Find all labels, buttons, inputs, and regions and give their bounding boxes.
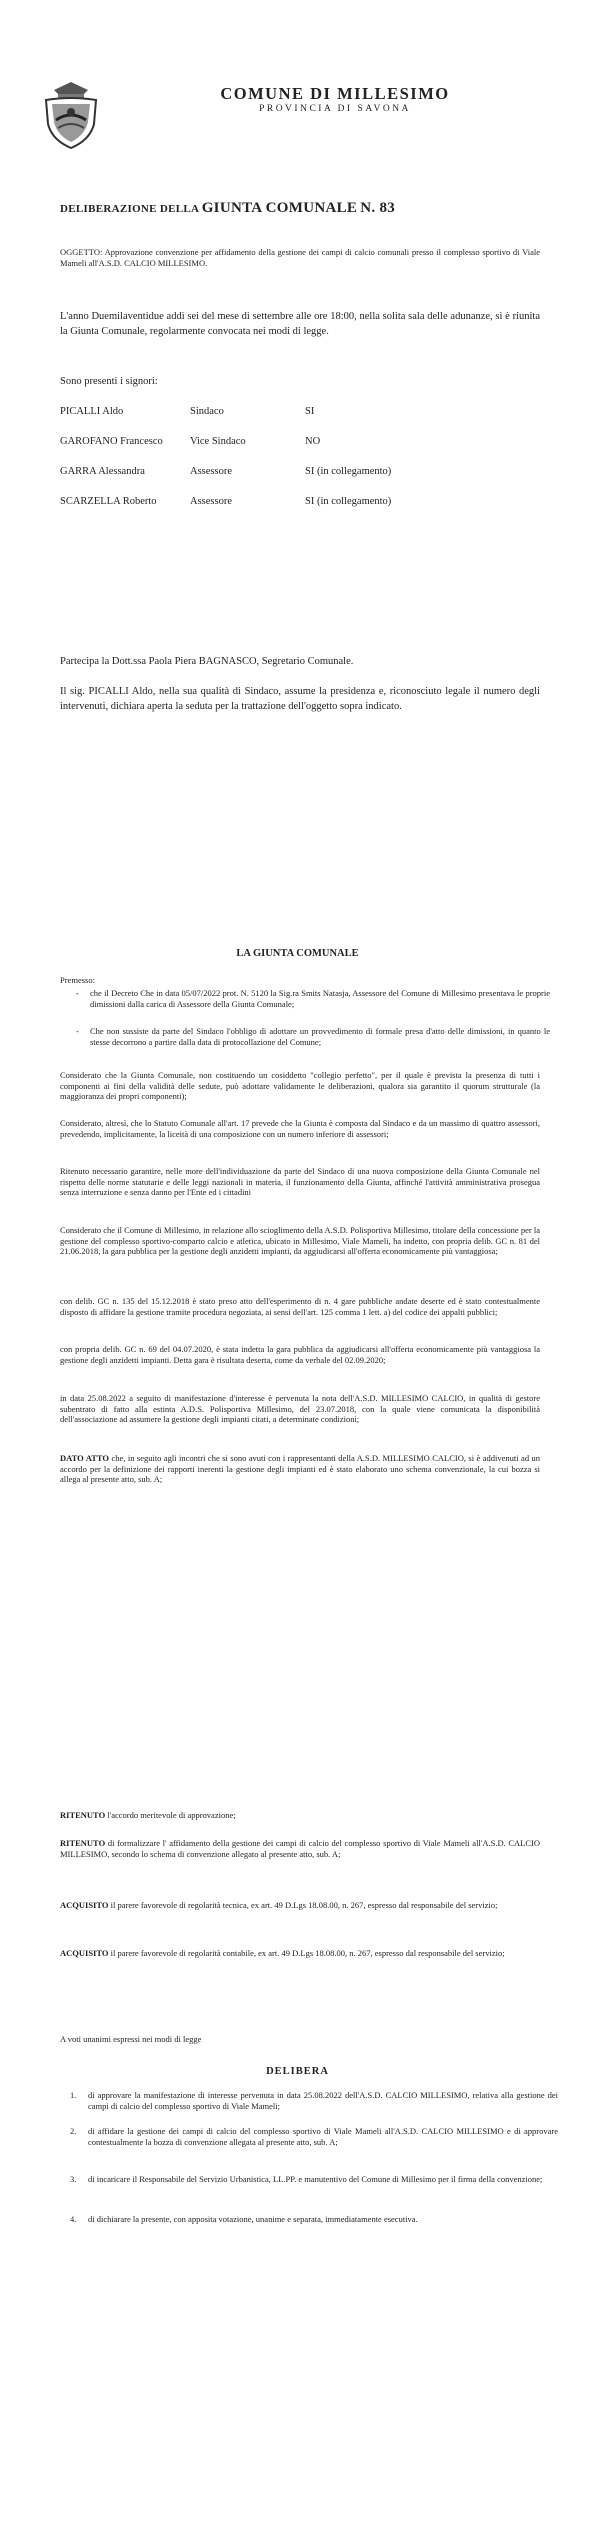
presente-stato: SI (in collegamento) bbox=[305, 466, 392, 477]
ritenuto-text: l'accordo meritevole di approvazione; bbox=[105, 1810, 236, 1820]
oggetto-paragraph: OGGETTO: Approvazione convenzione per affidamento della gestione dei campi di calcio comunali presso il complesso sportivo di Viale Mameli all'A.S.D. CALCIO MILLESIMO. bbox=[60, 247, 540, 268]
ritenuto-lead: RITENUTO bbox=[60, 1810, 106, 1820]
giunta-title: LA GIUNTA COMUNALE bbox=[236, 948, 359, 959]
presente-nome: GARRA Alessandra bbox=[60, 466, 145, 477]
delibera-point bbox=[70, 2174, 558, 2185]
segretario-paragraph: Partecipa la Dott.ssa Paola Piera BAGNASCO, Segretario Comunale. bbox=[60, 656, 354, 667]
delib-69-paragraph: con propria delib. GC n. 69 del 04.07.2020, è stata indetta la gara pubblica da aggiudicarsi all'offerta economicamente più vantaggiosa la gestione degli anzidetti impianti. Detta gara è risultata deserta, come da verbale del 02.09.2020; bbox=[60, 1344, 540, 1365]
ritenuto2-text: di formalizzare l' affidamento della gestione dei campi di calcio del complesso sportivo di Viale Mameli all'A.S.D. CALCIO MILLESIMO, secondo lo schema di convenzione allegato al presente atto, sub. A; bbox=[60, 1838, 540, 1859]
premesso-label: Premesso: bbox=[60, 975, 95, 985]
ritenuto-paragraph bbox=[60, 1810, 540, 1821]
premesso-item: - Che non sussiste da parte del Sindaco l'obbligo di adottare un provvedimento di formale presa d'atto delle dimissioni, in quanto le stesse decorrono a partire dalla data di protocollazione del Comune; bbox=[76, 1026, 550, 1047]
dato-atto-lead: DATO ATTO bbox=[60, 1453, 110, 1463]
presente-row bbox=[60, 496, 540, 510]
presente-carica: Vice Sindaco bbox=[190, 436, 246, 447]
delibera-point-number: 3. bbox=[70, 2174, 77, 2184]
ritenuto2-lead: RITENUTO bbox=[60, 1838, 106, 1848]
manifestazione-paragraph: in data 25.08.2022 a seguito di manifestazione d'interesse è pervenuta la nota dell'A.S.D. MILLESIMO CALCIO, in qualità di gestore subentrato di fatto alla estinta A.D.S. Polisportiva Millesimo, del 23.07.2018, con la quale viene comunicata la disponibilità dell'associazione ad assumere la gestione degli impianti citati, a determinate condizioni; bbox=[60, 1393, 540, 1424]
ritenuto2-paragraph bbox=[60, 1838, 540, 1859]
delibera-point-text: di incaricare il Responsabile del Servizio Urbanistica, LL.PP. e manutentivo del Comune di Millesimo per il firma della convenzione; bbox=[88, 2174, 543, 2184]
delibera-point-number: 2. bbox=[70, 2126, 77, 2136]
presente-stato: SI (in collegamento) bbox=[305, 496, 392, 507]
dato-atto-text: che, in seguito agli incontri che si sono avuti con i rappresentanti della A.S.D. MILLESIMO CALCIO, si è addivenuti ad un accordo per la definizione dei rapporti inerenti la gestione degli impianti ed è stato elaborato uno schema convenzionale, la cui bozza si allega al presente atto, sub. A; bbox=[60, 1453, 540, 1484]
presente-carica: Assessore bbox=[190, 496, 232, 507]
acquisito2-lead: ACQUISITO bbox=[60, 1948, 109, 1958]
comune-crest-logo bbox=[40, 80, 102, 150]
presente-row bbox=[60, 436, 540, 450]
delibera-point-text: di approvare la manifestazione di interesse pervenuta in data 25.08.2022 dell'A.S.D. CALCIO MILLESIMO, relativa alla gestione dei campi di calcio del complesso sportivo di Viale Mameli; bbox=[88, 2090, 558, 2111]
presente-stato: NO bbox=[305, 436, 321, 447]
delibera-title: DELIBERA bbox=[266, 2066, 329, 2077]
sindaco-paragraph: Il sig. PICALLI Aldo, nella sua qualità di Sindaco, assume la presidenza e, riconosciuto legale il numero degli intervenuti, dichiara aperta la seduta per la trattazione dell'oggetto sopra indicato. bbox=[60, 686, 540, 712]
presenti-label: Sono presenti i signori: bbox=[60, 376, 158, 387]
delibera-point bbox=[70, 2126, 558, 2147]
delibera-point bbox=[70, 2214, 558, 2225]
provincia-name: PROVINCIA DI SAVONA bbox=[259, 104, 411, 114]
presente-row bbox=[60, 466, 540, 480]
presente-nome: SCARZELLA Roberto bbox=[60, 496, 157, 507]
presente-nome: GAROFANO Francesco bbox=[60, 436, 163, 447]
presente-row bbox=[60, 406, 540, 420]
acquisito1-lead: ACQUISITO bbox=[60, 1900, 109, 1910]
considerato-paragraph: Considerato che la Giunta Comunale, non costituendo un cosiddetto "collegio perfetto", per il quale è prevista la presenza di tutti i componenti ai fini della validità delle sedute, può adottare validamente le deliberazioni, qualora sia garantito il quorum strutturale (la maggioranza dei propri componenti); bbox=[60, 1070, 540, 1101]
presente-nome: PICALLI Aldo bbox=[60, 406, 124, 417]
presente-carica: Sindaco bbox=[190, 406, 224, 417]
premesso-item: - che il Decreto Che in data 05/07/2022 prot. N. 5120 la Sig.ra Smits Natasja, Assessore del Comune di Millesimo presentava le proprie dimissioni dalla carica di Assessore della Giunta Comunale; bbox=[76, 988, 550, 1009]
acquisito1-text: il parere favorevole di regolarità tecnica, ex art. 49 D.Lgs 18.08.00, n. 267, espresso dal responsabile del servizio; bbox=[108, 1900, 498, 1910]
voti-paragraph: A voti unanimi espressi nei modi di legge bbox=[60, 2034, 202, 2044]
considerato-comune-paragraph: Considerato che il Comune di Millesimo, in relazione allo scioglimento della A.S.D. Polisportiva Millesimo, titolare della concessione per la gestione del complesso sportivo-comparto calcio e atletica, ubicato in Millesimo, Viale Mameli, ha indetto, con propria delib. GC n. 81 del 21.06.2018, la gara pubblica per la gestione degli anzidetti impianti, da aggiudicarsi all'offerta economicamente più vantaggiosa; bbox=[60, 1225, 540, 1256]
presente-stato: SI bbox=[305, 406, 315, 417]
delibera-heading bbox=[60, 200, 395, 217]
comune-name: COMUNE DI MILLESIMO bbox=[220, 84, 450, 103]
acquisito2-paragraph bbox=[60, 1948, 540, 1959]
delibera-point-number: 4. bbox=[70, 2214, 77, 2224]
intro-paragraph: L'anno Duemilaventidue addì sei del mese di settembre alle ore 18:00, nella solita sala delle adunanze, si è riunita la Giunta Comunale, regolarmente convocata nei modi di legge. bbox=[60, 311, 540, 337]
delibera-point-text: di affidare la gestione dei campi di calcio del complesso sportivo di Viale Mameli all'A.S.D. CALCIO MILLESIMO e di approvare contestualmente la bozza di convenzione allegata al presente atto, sub. A; bbox=[88, 2126, 558, 2147]
considerato-altresi-paragraph: Considerato, altresì, che lo Statuto Comunale all'art. 17 prevede che la Giunta è composta dal Sindaco e da un massimo di quattro assessori, prevedendo, implicitamente, la liceità di una composizione con un numero inferiore di assessori; bbox=[60, 1118, 540, 1139]
delib-135-paragraph: con delib. GC n. 135 del 15.12.2018 è stato preso atto dell'esperimento di n. 4 gare pubbliche andate deserte ed è stato contestualmente disposto di affidare la gestione tramite procedura negoziata, ai sensi dell'art. 125 comma 1 lett. a) del codice dei appalti pubblici; bbox=[60, 1296, 540, 1317]
presente-carica: Assessore bbox=[190, 466, 232, 477]
acquisito2-text: il parere favorevole di regolarità contabile, ex art. 49 D.Lgs 18.08.00, n. 267, espresso dal responsabile del servizio; bbox=[108, 1948, 505, 1958]
dato-atto-paragraph bbox=[60, 1453, 540, 1485]
delibera-numero: N. 83 bbox=[360, 200, 396, 216]
acquisito1-paragraph bbox=[60, 1900, 540, 1911]
delibera-point-text: di dichiarare la presente, con apposita votazione, unanime e separata, immediatamente esecutiva. bbox=[88, 2214, 418, 2224]
delibera-point bbox=[70, 2090, 558, 2111]
ritenuto-necessario-paragraph: Ritenuto necessario garantire, nelle more dell'individuazione da parte del Sindaco di una nuova composizione della Giunta Comunale nel rispetto delle norme statutarie e delle leggi nazionali in materia, il funzionamento della Giunta, affinché l'attività amministrativa prosegua senza interruzione e senza danno per l'Ente ed i cittadini bbox=[60, 1166, 540, 1197]
delibera-prefix: DELIBERAZIONE DELLA bbox=[60, 203, 199, 215]
delibera-point-number: 1. bbox=[70, 2090, 77, 2100]
delibera-organo: GIUNTA COMUNALE bbox=[201, 200, 358, 216]
